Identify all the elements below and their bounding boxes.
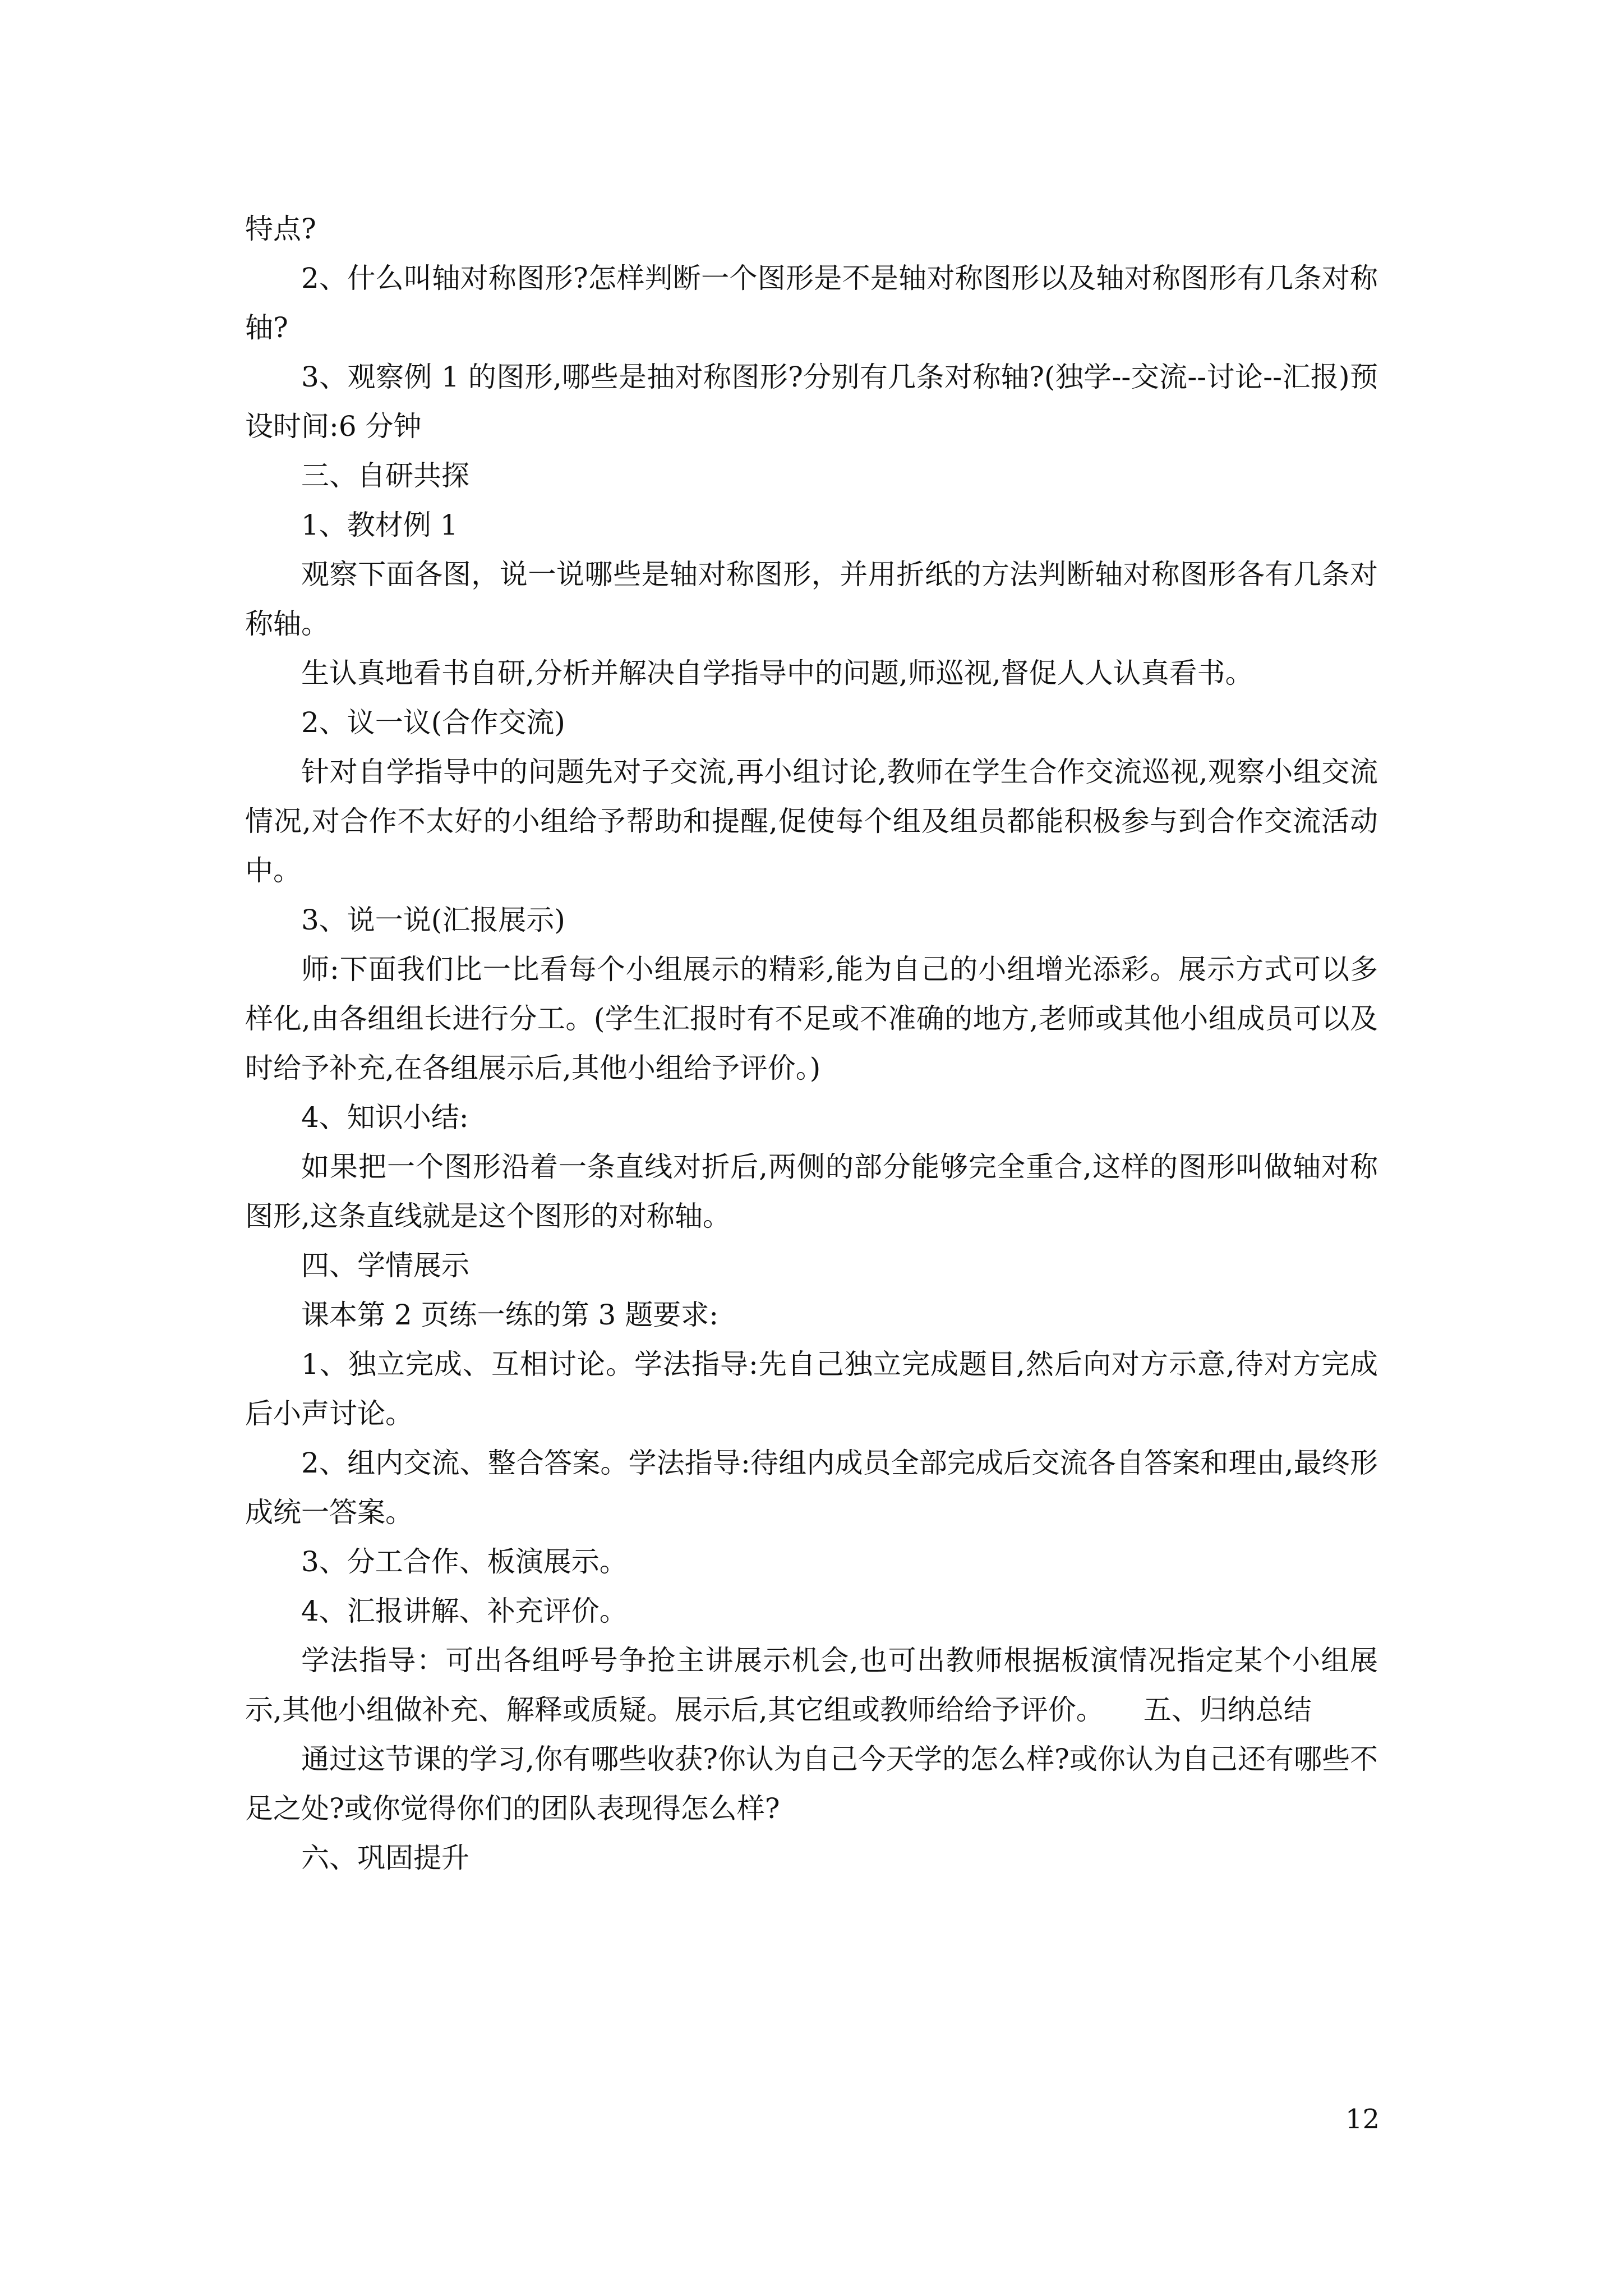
paragraph: 针对自学指导中的问题先对子交流,再小组讨论,教师在学生合作交流巡视,观察小组交流情况,对合作不太好的小组给予帮助和提醒,促使每个组及组员都能积极参与到合作交流活动中。: [245, 756, 1378, 887]
paragraph: 通过这节课的学习,你有哪些收获?你认为自己今天学的怎么样?或你认为自己还有哪些不足之处?或你觉得你们的团队表现得怎么样?: [245, 1743, 1378, 1825]
list-item: 3、分工合作、板演展示。: [301, 1545, 628, 1578]
paragraph: 2、什么叫轴对称图形?怎样判断一个图形是不是轴对称图形以及轴对称图形有几条对称轴?: [245, 262, 1378, 344]
section-heading: 五、归纳总结: [1143, 1694, 1312, 1726]
paragraph: 师:下面我们比一比看每个小组展示的精彩,能为自己的小组增光添彩。展示方式可以多样化,由各组组长进行分工。(学生汇报时有不足或不准确的地方,老师或其他小组成员可以及时给予补充,在各组展示后,其他小组给予评价。): [245, 953, 1378, 1084]
list-item: 1、独立完成、互相讨论。学法指导:先自己独立完成题目,然后向对方示意,待对方完成后小声讨论。: [245, 1348, 1378, 1430]
subsection-heading: 2、议一议(合作交流): [301, 706, 565, 739]
subsection-heading: 4、知识小结:: [301, 1101, 469, 1134]
list-item: 2、组内交流、整合答案。学法指导:待组内成员全部完成后交流各自答案和理由,最终形成统一答案。: [245, 1447, 1378, 1529]
subsection-heading: 1、教材例 1: [301, 509, 458, 541]
list-item: 4、汇报讲解、补充评价。: [301, 1595, 628, 1627]
paragraph: 3、观察例 1 的图形,哪些是抽对称图形?分别有几条对称轴?(独学--交流--讨论--汇报)预设时间:6 分钟: [245, 361, 1378, 443]
paragraph: 观察下面各图，说一说哪些是轴对称图形，并用折纸的方法判断轴对称图形各有几条对称轴。: [245, 558, 1378, 640]
paragraph: 课本第 2 页练一练的第 3 题要求:: [301, 1299, 719, 1331]
page-number: 12: [1345, 2104, 1380, 2135]
paragraph: 生认真地看书自研,分析并解决自学指导中的问题,师巡视,督促人人认真看书。: [301, 657, 1253, 689]
paragraph-text: 学法指导：可出各组呼号争抢主讲展示机会,也可出教师根据板演情况指定某个小组展示,其他小组做补充、解释或质疑。展示后,其它组或教师给给予评价。: [245, 1644, 1378, 1726]
subsection-heading: 3、说一说(汇报展示): [301, 904, 565, 936]
section-heading: 六、巩固提升: [301, 1842, 469, 1874]
section-heading: 四、学情展示: [301, 1249, 469, 1282]
page-body: [245, 204, 1378, 1883]
paragraph: [245, 1636, 1378, 1734]
section-heading: 三、自研共探: [301, 459, 469, 492]
paragraph: 如果把一个图形沿着一条直线对折后,两侧的部分能够完全重合,这样的图形叫做轴对称图形,这条直线就是这个图形的对称轴。: [245, 1151, 1378, 1232]
paragraph: 特点?: [245, 213, 316, 245]
